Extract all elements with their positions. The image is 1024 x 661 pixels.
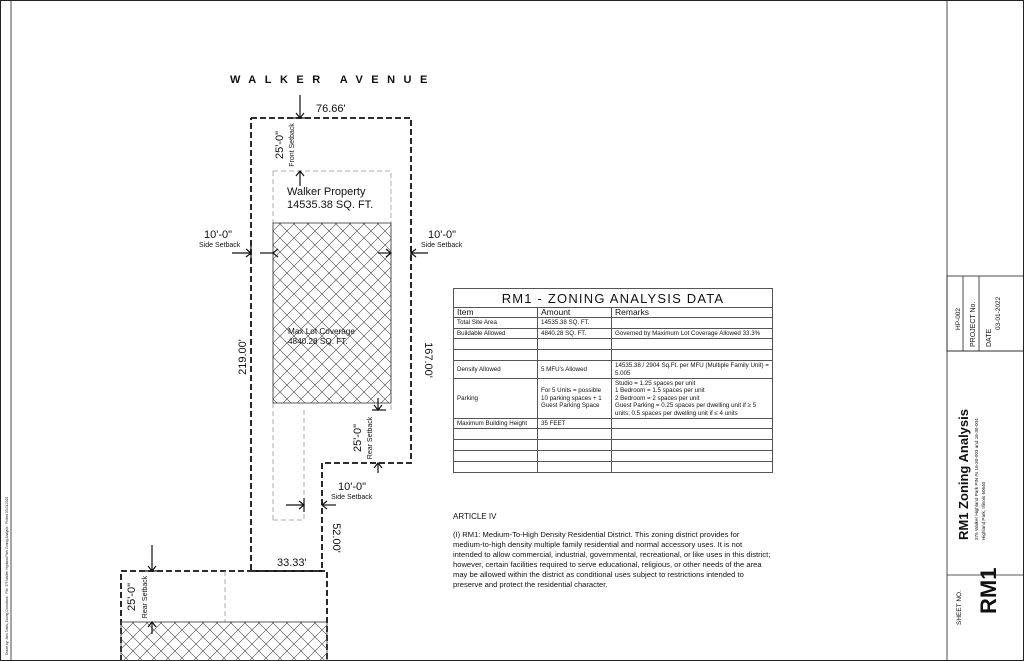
street-name: WALKER AVENUE xyxy=(230,74,436,86)
sheet-no-label: SHEET NO. xyxy=(956,590,963,625)
property-area: 14535.38 SQ. FT. xyxy=(287,199,374,211)
table-cell-amount xyxy=(538,350,612,361)
table-cell-amount: 14535.38 SQ. FT. xyxy=(538,318,612,328)
table-cell-item xyxy=(454,440,538,451)
side-setback-right-label: Side Setback xyxy=(421,242,463,249)
table-cell-amount xyxy=(538,429,612,440)
table-cell-item xyxy=(454,350,538,361)
table-cell-remarks xyxy=(612,429,773,440)
table-cell-remarks xyxy=(612,318,773,328)
header-amount: Amount xyxy=(538,308,612,318)
front-setback-value: 25'-0" xyxy=(274,130,286,160)
right-depth-dimension: 167.00' xyxy=(422,342,434,378)
table-cell-remarks xyxy=(612,350,773,361)
table-row xyxy=(454,328,773,338)
article-section xyxy=(453,512,771,590)
table-cell-remarks: Studio = 1.25 spaces per unit 1 Bedroom = 1.5 spaces per unit 2 Bedroom = 2 spaces per unit Guest Parking = 0.25 spaces per dwelling unit if ≥ 5 units; 0.5 spaces per dwelling unit if ≤ 4 units xyxy=(612,379,773,419)
zoning-analysis-table xyxy=(453,288,773,473)
table-row xyxy=(454,318,773,328)
table-row xyxy=(454,440,773,451)
table-cell-amount xyxy=(538,451,612,462)
table-cell-item: Parking xyxy=(454,379,538,419)
front-setback-label: Front Setback xyxy=(289,123,296,167)
table-row xyxy=(454,361,773,379)
table-row xyxy=(454,429,773,440)
property-name: Walker Property xyxy=(287,186,366,198)
project-no-value: HP-002 xyxy=(955,307,962,330)
table-cell-item xyxy=(454,451,538,462)
zoning-table-header xyxy=(454,308,773,318)
rear-setback-marker xyxy=(372,398,386,473)
side-setback-notch-label: Side Setback xyxy=(331,494,373,501)
table-row xyxy=(454,379,773,419)
table-cell-item: Maximum Building Height xyxy=(454,419,538,429)
table-cell-item: Density Allowed xyxy=(454,361,538,379)
table-cell-item: Total Site Area xyxy=(454,318,538,328)
table-cell-item xyxy=(454,339,538,350)
side-setback-notch-value: 10'-0" xyxy=(338,481,367,493)
side-setback-left-label: Side Setback xyxy=(199,242,241,249)
table-cell-remarks: Governed by Maximum Lot Coverage Allowed 33.3% xyxy=(612,328,773,338)
table-cell-amount: 5 MFU's Allowed xyxy=(538,361,612,379)
rear-setback-2-label: Rear Setback xyxy=(142,575,149,619)
table-cell-amount: 35 FEET xyxy=(538,419,612,429)
max-lot-coverage-area xyxy=(273,223,391,403)
table-cell-item: Buildable Allowed xyxy=(454,328,538,338)
bottom-width-dimension: 33.33' xyxy=(277,557,307,569)
table-row xyxy=(454,462,773,473)
table-row xyxy=(454,339,773,350)
table-cell-amount xyxy=(538,339,612,350)
side-setback-left-value: 10'-0" xyxy=(204,229,233,241)
table-cell-remarks xyxy=(612,462,773,473)
coverage-area: 4840.28 SQ. FT. xyxy=(288,337,348,346)
sheet-title: RM1 Zoning Analysis xyxy=(956,409,971,540)
table-cell-remarks xyxy=(612,419,773,429)
article-heading: ARTICLE IV xyxy=(453,512,497,521)
left-depth-dimension: 219.00' xyxy=(237,339,249,375)
front-width-dimension: 76.66' xyxy=(316,103,346,115)
table-cell-item xyxy=(454,462,538,473)
table-cell-remarks: 14535.38 / 2904 Sq.Ft. per MFU (Multiple Family Unit) = 5.005 xyxy=(612,361,773,379)
table-cell-amount xyxy=(538,462,612,473)
table-cell-remarks xyxy=(612,451,773,462)
side-setback-notch-marker xyxy=(286,498,336,512)
side-setback-right-value: 10'-0" xyxy=(428,229,457,241)
coverage-label: Max Lot Coverage xyxy=(288,327,355,336)
project-no-label: PROJECT No. xyxy=(970,301,977,347)
rear-setback-2-value: 25'-0" xyxy=(126,582,138,612)
table-cell-item xyxy=(454,429,538,440)
header-remarks: Remarks xyxy=(612,308,773,318)
address-line-1: 375 Walker Highland Park PIN #s 16-30-003 and 16-30-004 xyxy=(974,418,979,540)
table-cell-amount: 4840.28 SQ. FT. xyxy=(538,328,612,338)
date-value: 03-01-2022 xyxy=(995,296,1002,330)
table-cell-amount xyxy=(538,440,612,451)
header-item: Item xyxy=(454,308,538,318)
margin-plot-text: Drawn by: Jack Smith, Zoning Consultant · File: 375 Walker Highland Park Zoning Analysis · Plotted 03-01-2022 xyxy=(5,496,9,655)
rear-setback-value: 25'-0" xyxy=(352,423,364,453)
article-text: (I) RM1: Medium-To-High Density Residential District. This zoning district provides for medium-to-high density multiple family residential and normal accessory uses. It is not intended to allow commercial, industrial, governmental, recreational, or like uses in this district; however, certain facilities required to serve educational, religious, or other needs of the area may be allowed within the district as conditional uses subject to restrictions intended to preserve and protect the residential character. xyxy=(453,530,771,589)
address-line-2: Highland Park, Illinois 60640 xyxy=(981,481,986,540)
notch-depth-dimension: 52.00' xyxy=(330,523,342,553)
date-label: DATE xyxy=(986,328,993,347)
table-row xyxy=(454,451,773,462)
table-cell-amount: For 5 Units = possible 10 parking spaces + 1 Guest Parking Space xyxy=(538,379,612,419)
rear-setback-label: Rear Setback xyxy=(367,416,374,460)
sheet-number: RM1 xyxy=(976,567,1001,614)
table-row xyxy=(454,350,773,361)
table-cell-remarks xyxy=(612,339,773,350)
table-cell-remarks xyxy=(612,440,773,451)
table-row xyxy=(454,419,773,429)
zoning-table-title: RM1 - ZONING ANALYSIS DATA xyxy=(453,288,773,307)
